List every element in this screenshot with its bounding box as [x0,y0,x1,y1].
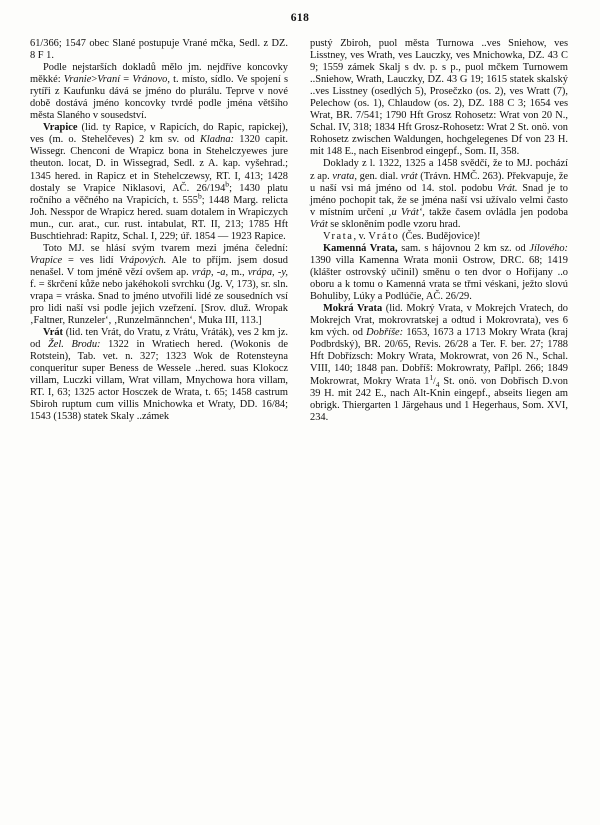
entry-continuation-slane: 61/366; 1547 obec Slané postupuje Vrané mčka, Sedl. z DZ. 8 F 1. [30,38,288,62]
two-column-body [30,38,570,806]
page-number: 618 [290,12,310,24]
right-column [310,38,568,806]
entry-continuation-zbiroh: pustý Zbiroh, puol města Turnowa ..ves Sniehow, ves Lisstney, ves Wrath, ves Lauczky, ves Mnichowka, DZ. 43 C 9; 1559 zámek Skalj s dv. p. s p., puol mčkem Turnowem ..Sniehow, Wrath, Lauczky, DZ. 43 G 19; 1615 statek skalský ..ves Lisstney (osedlých 5), Prosečzko (os. 2), ves Wratt (7), Pelechow (os. 1), Chlaudow (os. 2), DZ. 188 C 3; 1654 ves Wrat, BR. 7/541; 1790 Hft Grosz Rohosetz: Wrat von 20 N., Schal. IV, 318; 1834 Hft Grosz-Rohosetz: Wrat 2 St. onö. von Rohosetz zwischen Waldungen, hochgelegenes Df von 23 H. mit 148 E., nach Eisenbrod eingepf., Som. II, 358. [310,38,568,158]
paragraph-doklady: Doklady z l. 1322, 1325 a 1458 svědčí, že to MJ. pochází z ap. vrata, gen. dial. vrát (Trávn. HMČ. 263). Překvapuje, že u naší vsi má jméno od 14. stol. podobu Vrát. Snad je to jméno pochopit tak, že se jména naší vsi užívalo velmi často v místním určení ‚u Vrát‘, takže časem ovládla jen podoba Vrát se skloněním podle vzoru hrad. [310,158,569,230]
entry-vrat: Vrát (lid. ten Vrát, do Vratu, z Vrátu, Vráták), ves 2 km jz. od Žel. Brodu: 1322 in Wratiech hered. (Wokonis de Rotstein), Tab. vet. n. 327; 1323 Wok de Rotensteyna conqueritur super Beness de Wessele ..hered. suas Klokocz villam, Luczki villam, Wrat villam, Mnychowa hora villam, RT. I, 63; 1325 actor Hosczek de Wrata, t. 65; 1458 castrum Sbiroh ruptum cum villis Mnichowka et Wraty, DD. 16/84; 1543 (1538) statek Skaly ..zámek [30,327,288,423]
left-column [30,38,288,806]
paragraph-podle-nejstarsich: Podle nejstarších dokladů mělo jm. nejdříve koncovky měkké: Vranie>Vraní = Vránovo, t. místo, sídlo. Ve spojení s rytíři z Kaufunku dává se jméno do plurálu. Teprve v nové době dostává jméno koncovky tvrdé podle jména většího města Slaného v sousedství. [30,62,288,122]
entry-vrata-vrato: Vrata, v. Vráto (Čes. Budějovice)! [323,230,481,242]
entry-mokra-vrata: Mokrá Vrata (lid. Mokrý Vrata, v Mokrejch Vratech, do Mokrejch Vrat, mokrovratskej a odtud i Mokrovrata), ves 6 km vých. od Dobříše: 1653, 1673 a 1713 Mokry Wrata (kraj Podbrdský), BR. 20/65, Revis. 26/28 a Ter. F. ber. 27; 1788 Hft Dobřízsch: Mokry Wrata, Mokrowrat, von 26 N., Schal. VIII, 140; 1848 pan. Dobříš: Mokrowraty, Pařlpl. 266; 1849 Mokrowrat, Mokry Wrata $1^1/_4$ St. onö. von Dobřisch D.von 39 H. mit 242 E., nach Alt-Knin eingepf., abseits liegen am obrigk. Thiergarten 1 Järgehaus und 1 Hegerhaus, Som. XVI, 234. [310,303,568,424]
paragraph-toto-mj: Toto MJ. se hlásí svým tvarem mezi jména čelední: Vrapice = ves lidí Vrápových. Ale to příjm. jsem dosud nenašel. V tom jméně vězí ovšem ap. vráp, -a, m., vrápa, -y, f. = škrčení kůže nebo jakéhokoli svrchku (Jg. V, 173), sr. sln. vrapa = vráska. Snad to jméno utvořili lidé ze sousedních vsí pro lidi naší vsi podle jejich vzeřzení. [Srov. dluž. Wropak ‚Faltner, Runzeler‘, ‚Runzelmännchen‘, Muka III, 113.] [30,242,288,327]
entry-vrapice: Vrapice (lid. ty Rapice, v Rapicích, do Rapic, rapickej), ves (m. o. Stehelčeves) 2 km sv. od Kladna: 1320 capit. Wissegr. Chenconi de Wrapicz bona in Stehelczyewes jure theuton. locat, D. in Wissegrad, Sedl. z A. kap. vyšehrad.; 1345 hered. in Rapicz et in Stehelczewsy, RT. I, 413; 1428 dostaly se Vrapice Niklasovi, AČ. 26/194$^b$; 1430 platu ročního a věčného na Vrapicích, t. 555$^b$; 1448 Marg. relicta Joh. Nesspor de Wrapicz hered. suam dotalem in Wrapiczych mun., cur. arat., cur. rust. intabulat, RT. II, 213; 1785 Hft Buschtiehrad: Rapitz, Schal. I, 229; úř. 1854 — 1923 Rapice. [30,122,289,242]
entry-kamenna-vrata: Kamenná Vrata, sam. s hájovnou 2 km sz. od Jílového: 1390 villa Kamenna Wrata monii Ostrow, DRC. 68; 1419 (klášter ostrovský učinil) směnu o ten dvor o Hořijany ..o oboru a k tomu o Kamenná vrata se třmi véskani, ježto slovú Bohuliby, Lúky a Podlúčie, AČ. 26/29. [310,242,569,302]
